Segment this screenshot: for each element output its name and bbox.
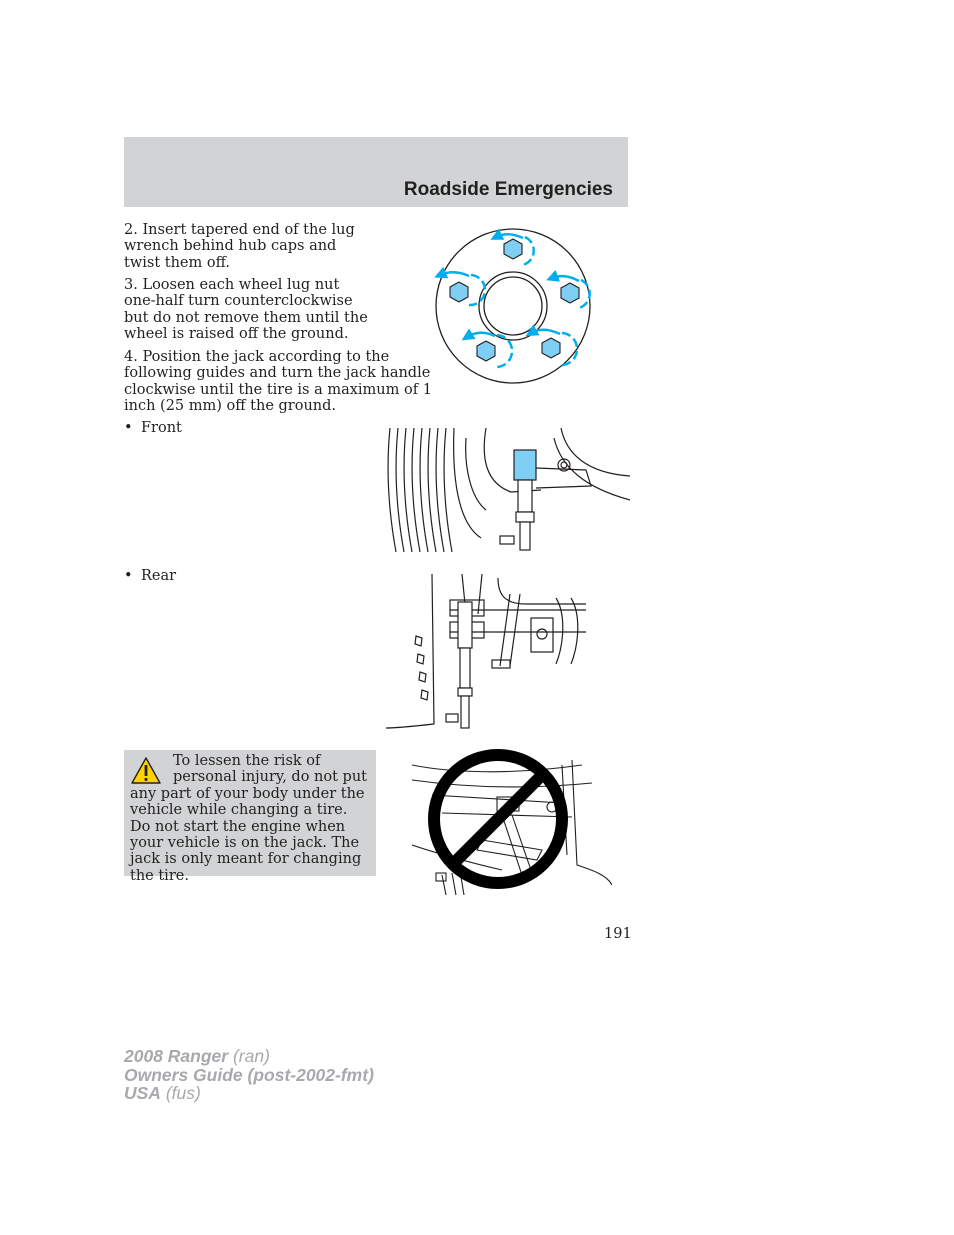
footer-line-2: Owners Guide (post-2002-fmt) (124, 1064, 374, 1085)
rear-jack-handle-knob (446, 714, 458, 722)
no-body-under-vehicle-figure (412, 745, 612, 900)
header-band (124, 137, 628, 207)
jack-arm (502, 815, 532, 875)
jack-handle-knob (500, 536, 514, 544)
step-4-text: 4. Position the jack according to the following guides and turn the jack handle clockwise until the tire is a maximum of 1 inch (25 mm) off the ground. (124, 349, 432, 415)
footer (124, 1047, 374, 1103)
lug-nut-lower-right (542, 338, 560, 358)
bullet-rear (124, 568, 176, 584)
rear-jack-upper-post (460, 648, 470, 688)
tire-sidewall (454, 428, 481, 538)
body-panel-edge (386, 574, 434, 728)
lug-nut-right (561, 283, 579, 303)
bullet-front (124, 420, 182, 436)
hub-inner (484, 277, 542, 335)
warning-text: To lessen the risk of personal injury, do not put any part of your body under the vehicle while changing a tire. Do not start the engine when your vehicle is on the jack. The jack is only meant for changing the tire. (130, 753, 367, 884)
front-jack-figure (386, 428, 630, 554)
jack-upper-post (518, 480, 532, 512)
rear-jack-lower-post (461, 696, 469, 728)
tire-edge (572, 760, 612, 885)
bullet-front-label: Front (141, 420, 182, 436)
warning-box (124, 750, 376, 884)
panel-tabs (415, 636, 428, 700)
shock-absorber (500, 594, 520, 666)
vehicle-underside (412, 765, 582, 772)
prohibition-slash (453, 774, 543, 864)
jack-lower-post (520, 522, 530, 550)
rear-jack-figure (386, 574, 588, 730)
bullet-marker: • (124, 420, 133, 436)
spring-bracket (531, 618, 553, 652)
step-3-text: 3. Loosen each wheel lug nut one-half turn counterclockwise but do not remove them until the wheel is raised off the ground. (124, 277, 368, 343)
footer-line-3: USA (fus) (124, 1083, 201, 1103)
step-2-text: 2. Insert tapered end of the lug wrench behind hub caps and twist them off. (124, 222, 355, 271)
footer-line-1: 2008 Ranger (ran) (124, 1046, 270, 1066)
page-number: 191 (604, 926, 632, 942)
bullet-rear-label: Rear (141, 568, 177, 584)
lug-nut-left (450, 282, 468, 302)
bullet-marker: • (124, 568, 133, 584)
rear-jack-saddle (458, 602, 472, 648)
lug-nut-top (504, 239, 522, 259)
lug-nut-lower-left (477, 341, 495, 361)
leaf-spring (556, 598, 578, 664)
wheel-lug-nut-figure (430, 225, 596, 387)
jack-saddle (514, 450, 536, 480)
section-title: Roadside Emergencies (403, 179, 613, 200)
tire-tread (388, 428, 396, 552)
